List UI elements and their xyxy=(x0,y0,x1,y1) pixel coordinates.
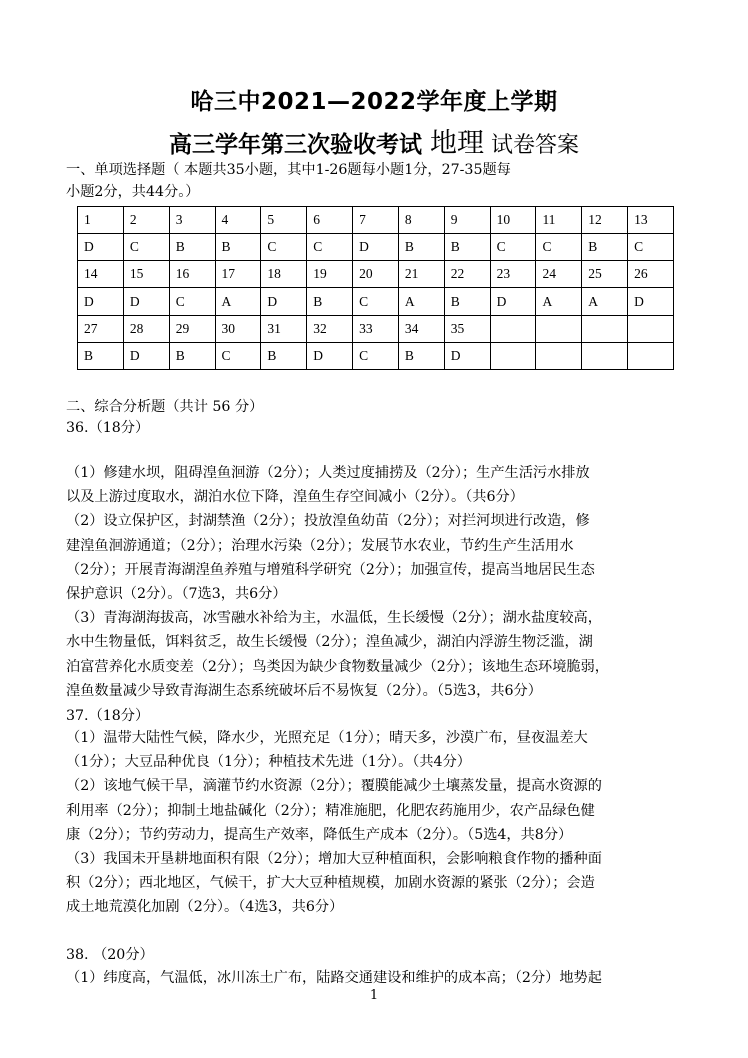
answer-cell: D xyxy=(123,288,169,315)
question-number-cell: 20 xyxy=(353,261,399,288)
answer-cell: C xyxy=(261,234,307,261)
answer-cell: C xyxy=(353,342,399,369)
answer-cell: A xyxy=(536,288,582,315)
answer-text-line: 成土地荒漠化加剧（2分）。（4选3，共6分） xyxy=(66,899,344,916)
answer-text-line: 水中生物量低，饵料贫乏，故生长缓慢（2分）；湟鱼减少，湖泊内浮游生物泛滥，湖 xyxy=(66,634,593,651)
answer-row xyxy=(78,288,674,315)
answer-text-line: （2）该地气候干旱，滴灌节约水资源（2分）；覆膜能减少土壤蒸发量，提高水资源的 xyxy=(66,778,602,795)
question-number-row xyxy=(78,315,674,342)
question-number-cell: 18 xyxy=(261,261,307,288)
answer-cell xyxy=(628,342,674,369)
page-number: 1 xyxy=(369,988,379,1003)
answer-cell: B xyxy=(169,234,215,261)
answer-text-line: 泊富营养化水质变差（2分）；鸟类因为缺少食物数量减少（2分）；该地生态环境脆弱， xyxy=(66,658,609,675)
document-title: 哈三中2021—2022学年度上学期 xyxy=(190,89,558,115)
question-number-cell: 34 xyxy=(398,315,444,342)
answer-cell: D xyxy=(353,234,399,261)
answer-cell: B xyxy=(582,234,628,261)
answer-cell: B xyxy=(398,342,444,369)
question-number-cell: 10 xyxy=(490,207,536,234)
question-number-cell: 3 xyxy=(169,207,215,234)
question-number-cell xyxy=(536,315,582,342)
question-number-cell: 33 xyxy=(353,315,399,342)
answer-text-line: （3）我国未开垦耕地面积有限（2分）；增加大豆种植面积，会影响粮食作物的播种面 xyxy=(66,851,602,867)
answer-text-line: 康（2分）；节约劳动力，提高生产效率，降低生产成本（2分）。（5选4，共8分） xyxy=(66,826,573,843)
answer-text-line: （1分）；大豆品种优良（1分）；种植技术先进（1分）。（共4分） xyxy=(66,754,471,771)
answer-cell: D xyxy=(490,288,536,315)
answer-cell: D xyxy=(261,288,307,315)
subtitle-prefix: 高三学年第三次验收考试 xyxy=(168,132,430,158)
answer-cell: A xyxy=(398,288,444,315)
question-number-cell: 21 xyxy=(398,261,444,288)
section1-heading-line1: 一、单项选择题（ 本题共35小题，其中1-26题每小题1分，27-35题每 xyxy=(66,162,511,178)
question-number-cell: 31 xyxy=(261,315,307,342)
answer-text-line: 建湟鱼洄游通道；（2分）；治理水污染（2分）；发展节水农业，节约生产生活用水 xyxy=(66,537,574,554)
question-number-row xyxy=(78,261,674,288)
answer-cell: D xyxy=(78,288,124,315)
answer-table xyxy=(77,206,674,370)
question-number-cell xyxy=(490,315,536,342)
answer-cell: C xyxy=(307,234,353,261)
question-number-cell: 23 xyxy=(490,261,536,288)
answer-text-line: （2分）；开展青海湖湟鱼养殖与增殖科学研究（2分）；加强宣传，提高当地居民生态 xyxy=(66,561,595,578)
answer-cell: B xyxy=(307,288,353,315)
question-number-cell: 28 xyxy=(123,315,169,342)
answer-cell xyxy=(536,342,582,369)
answer-text-line: 以及上游过度取水，湖泊水位下降，湟鱼生存空间减小（2分）。（共6分） xyxy=(66,489,524,506)
question-number-cell: 14 xyxy=(78,261,124,288)
answer-text-line: 积（2分）；西北地区，气候干，扩大大豆种植规模，加剧水资源的紧张（2分）；会造 xyxy=(66,875,595,892)
question-number-cell: 25 xyxy=(582,261,628,288)
subtitle-suffix: 试卷答案 xyxy=(484,133,579,158)
question-number-cell: 4 xyxy=(215,207,261,234)
answer-cell: B xyxy=(444,288,490,315)
answer-text-line: （1）温带大陆性气候，降水少，光照充足（1分）；晴天多，沙漠广布，昼夜温差大 xyxy=(66,730,588,746)
q37-title: 37.（18分） xyxy=(66,708,150,724)
question-number-cell: 15 xyxy=(123,261,169,288)
question-number-cell: 22 xyxy=(444,261,490,288)
answer-text-line: 湟鱼数量减少导致青海湖生态系统破坏后不易恢复（2分）。（5选3，共6分） xyxy=(66,682,542,699)
document-subtitle xyxy=(0,121,748,160)
answer-cell: C xyxy=(536,234,582,261)
question-number-cell: 19 xyxy=(307,261,353,288)
question-number-cell: 35 xyxy=(444,315,490,342)
question-number-cell: 7 xyxy=(353,207,399,234)
answer-cell xyxy=(582,342,628,369)
answer-cell: C xyxy=(353,288,399,315)
question-number-cell: 27 xyxy=(78,315,124,342)
question-number-cell: 12 xyxy=(582,207,628,234)
question-number-cell: 29 xyxy=(169,315,215,342)
question-number-cell: 2 xyxy=(123,207,169,234)
question-number-cell: 30 xyxy=(215,315,261,342)
answer-cell xyxy=(490,342,536,369)
question-number-cell: 26 xyxy=(628,261,674,288)
answer-cell: C xyxy=(628,234,674,261)
question-number-cell: 17 xyxy=(215,261,261,288)
answer-cell: B xyxy=(169,342,215,369)
answer-row xyxy=(78,342,674,369)
question-number-cell: 9 xyxy=(444,207,490,234)
answer-row xyxy=(78,234,674,261)
q38-title: 38. （20分） xyxy=(66,947,154,963)
answer-cell: B xyxy=(398,234,444,261)
question-number-cell: 32 xyxy=(307,315,353,342)
answer-cell: C xyxy=(215,342,261,369)
section1-heading-line2: 小题2分，共44分。） xyxy=(66,184,200,200)
answer-cell: C xyxy=(169,288,215,315)
answer-text-line: （1）纬度高，气温低，冰川冻土广布，陆路交通建设和维护的成本高；（2分）地势起 xyxy=(66,970,602,986)
question-number-cell: 16 xyxy=(169,261,215,288)
section2-heading: 二、综合分析题（共计 56 分） xyxy=(66,399,264,415)
question-number-cell: 24 xyxy=(536,261,582,288)
answer-cell: D xyxy=(78,234,124,261)
answer-cell: C xyxy=(490,234,536,261)
answer-cell: B xyxy=(78,342,124,369)
subject-name: 地理 xyxy=(430,128,484,159)
answer-cell: D xyxy=(123,342,169,369)
question-number-cell xyxy=(582,315,628,342)
answer-text-line: （3）青海湖海拔高，冰雪融水补给为主，水温低，生长缓慢（2分）；湖水盐度较高， xyxy=(66,610,602,627)
question-number-cell: 13 xyxy=(628,207,674,234)
question-number-cell: 5 xyxy=(261,207,307,234)
answer-cell: B xyxy=(215,234,261,261)
answer-cell: B xyxy=(444,234,490,261)
answer-cell: C xyxy=(123,234,169,261)
question-number-cell: 1 xyxy=(78,207,124,234)
question-number-row xyxy=(78,207,674,234)
question-number-cell: 6 xyxy=(307,207,353,234)
answer-text-line: （2）设立保护区，封湖禁渔（2分）；投放湟鱼幼苗（2分）；对拦河坝进行改造，修 xyxy=(66,513,590,530)
answer-cell: D xyxy=(444,342,490,369)
question-number-cell: 8 xyxy=(398,207,444,234)
answer-text-line: 保护意识（2分）。（7选3，共6分） xyxy=(66,586,287,602)
question-number-cell: 11 xyxy=(536,207,582,234)
answer-cell: A xyxy=(215,288,261,315)
answer-text-line: （1）修建水坝，阻碍湟鱼洄游（2分）；人类过度捕捞及（2分）；生产生活污水排放 xyxy=(66,465,590,481)
answer-cell: A xyxy=(582,288,628,315)
answer-cell: D xyxy=(307,342,353,369)
q36-title: 36.（18分） xyxy=(66,420,150,436)
question-number-cell xyxy=(628,315,674,342)
answer-text-line: 利用率（2分）；抑制土地盐碱化（2分）；精准施肥，化肥农药施用少，农产品绿色健 xyxy=(66,802,595,819)
answer-cell: B xyxy=(261,342,307,369)
answer-cell: D xyxy=(628,288,674,315)
